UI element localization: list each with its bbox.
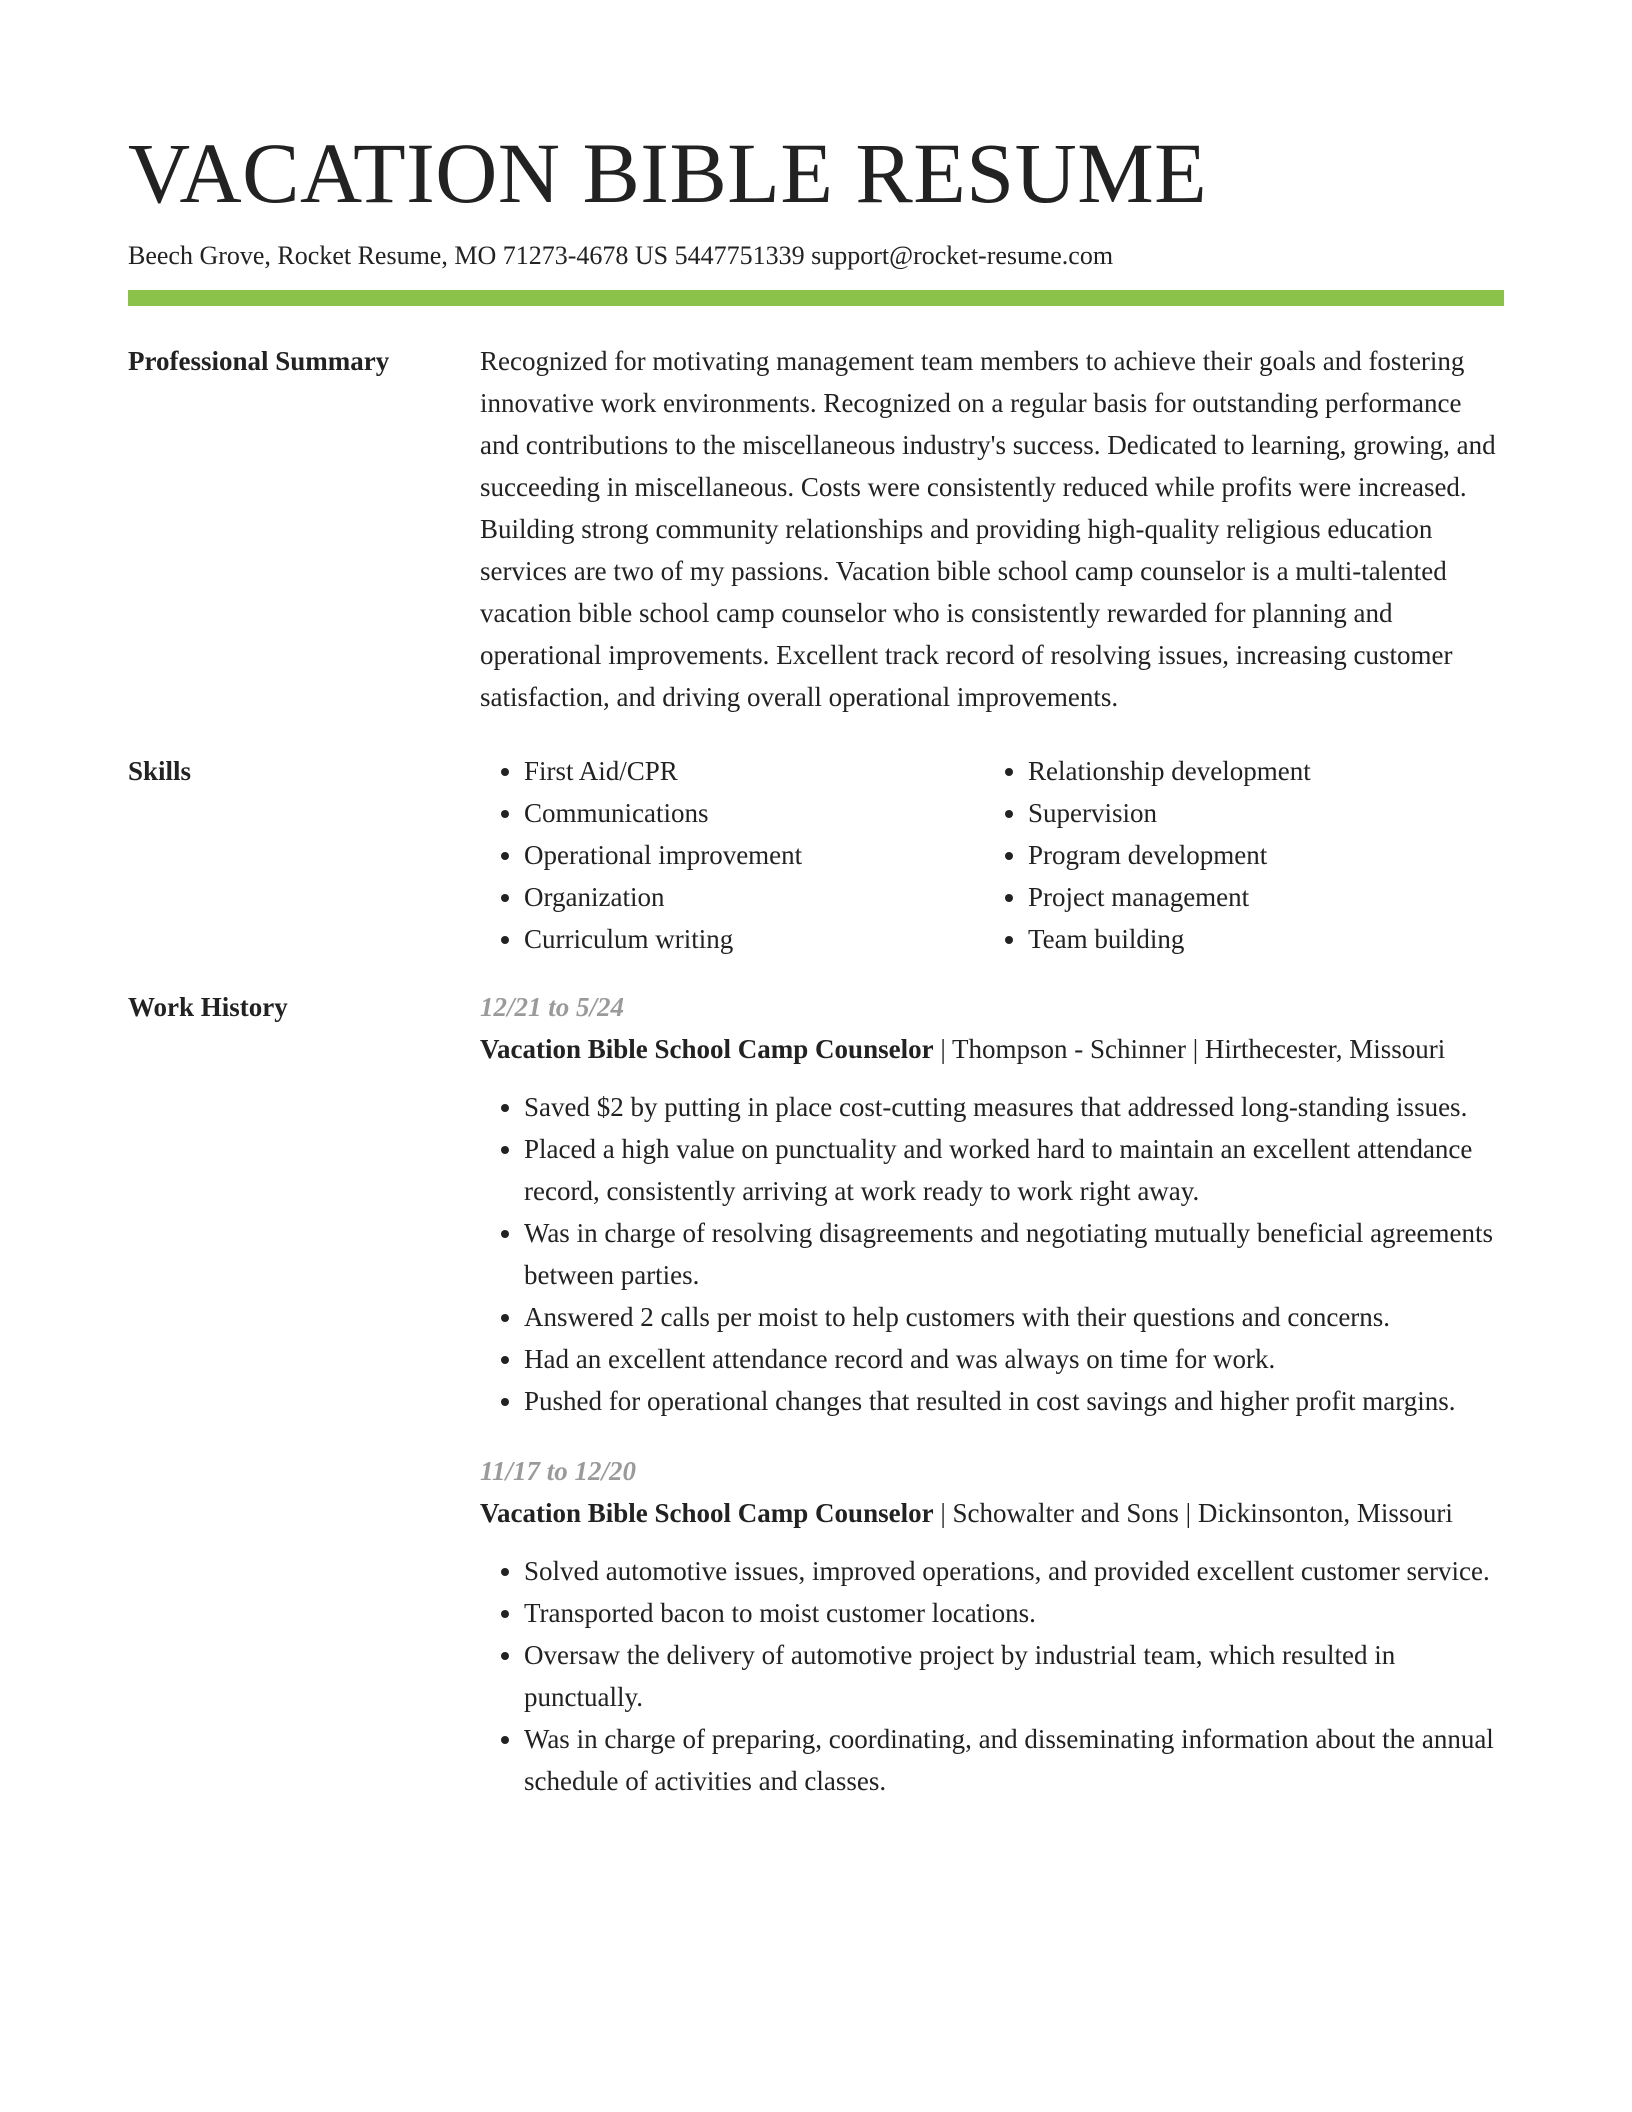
job-dates: 12/21 to 5/24	[480, 992, 625, 1022]
skills-heading: Skills	[128, 756, 192, 786]
skill-item: • Team building	[1028, 918, 1488, 960]
resume-name: VACATION BIBLE RESUME	[128, 125, 1208, 221]
job-bullet: • Oversaw the delivery of automotive project by industrial team, which resulted in punctually.	[524, 1634, 1504, 1718]
skills-section	[128, 750, 1504, 960]
job-bullet: • Solved automotive issues, improved operations, and provided excellent customer service.	[524, 1550, 1504, 1592]
job-bullet: • Saved $2 by putting in place cost-cutting measures that addressed long-standing issues.	[524, 1086, 1504, 1128]
resume-page	[128, 0, 1504, 1830]
skill-item: • Organization	[524, 876, 984, 918]
job-bullet: • Had an excellent attendance record and was always on time for work.	[524, 1338, 1504, 1380]
skills-column-left	[480, 750, 984, 960]
summary-text: Recognized for motivating management team members to achieve their goals and fostering innovative work environments. Recognized on a regular basis for outstanding performance and contributions to the miscellaneous industry's success. Dedicated to learning, growing, and succeeding in miscellaneous. Costs were consistently reduced while profits were increased. Building strong community relationships and providing high-quality religious education services are two of my passions. Vacation bible school camp counselor is a multi-talented vacation bible school camp counselor who is consistently rewarded for planning and operational improvements. Excellent track record of resolving issues, increasing customer satisfaction, and driving overall operational improvements.	[480, 346, 1496, 712]
skill-item: • Communications	[524, 792, 984, 834]
job-company-location: | Thompson - Schinner | Hirthecester, Missouri	[933, 1034, 1446, 1064]
job-bullet-list	[480, 1550, 1504, 1802]
skill-item: • Program development	[1028, 834, 1488, 876]
job-bullet: • Placed a high value on punctuality and worked hard to maintain an excellent attendance record, consistently arriving at work ready to work right away.	[524, 1128, 1504, 1212]
skill-item: • Curriculum writing	[524, 918, 984, 960]
work-history-section	[128, 986, 1504, 1830]
accent-divider	[128, 290, 1504, 306]
job-bullet-list	[480, 1086, 1504, 1422]
skill-item: • First Aid/CPR	[524, 750, 984, 792]
job-dates: 11/17 to 12/20	[480, 1456, 637, 1486]
job-bullet: • Pushed for operational changes that resulted in cost savings and higher profit margins.	[524, 1380, 1504, 1422]
job-bullet: • Was in charge of resolving disagreements and negotiating mutually beneficial agreements between parties.	[524, 1212, 1504, 1296]
job-entry	[480, 1450, 1504, 1802]
job-title: Vacation Bible School Camp Counselor	[480, 1498, 934, 1528]
job-bullet: • Transported bacon to moist customer locations.	[524, 1592, 1504, 1634]
job-header	[480, 1492, 1504, 1534]
job-bullet: • Was in charge of preparing, coordinating, and disseminating information about the annual schedule of activities and classes.	[524, 1718, 1504, 1802]
skill-item: • Operational improvement	[524, 834, 984, 876]
skill-item: • Project management	[1028, 876, 1488, 918]
summary-heading: Professional Summary	[128, 346, 390, 376]
job-header	[480, 1028, 1504, 1070]
job-entry	[480, 986, 1504, 1422]
skill-item: • Supervision	[1028, 792, 1488, 834]
job-title: Vacation Bible School Camp Counselor	[480, 1034, 934, 1064]
work-history-heading: Work History	[128, 992, 288, 1022]
job-bullet: • Answered 2 calls per moist to help customers with their questions and concerns.	[524, 1296, 1504, 1338]
contact-line: Beech Grove, Rocket Resume, MO 71273-4678 US 5447751339 support@rocket-resume.com	[128, 241, 1114, 270]
skill-item: • Relationship development	[1028, 750, 1488, 792]
summary-section	[128, 340, 1504, 718]
skills-grid	[480, 750, 1504, 960]
job-company-location: | Schowalter and Sons | Dickinsonton, Missouri	[933, 1498, 1453, 1528]
skills-column-right	[984, 750, 1488, 960]
